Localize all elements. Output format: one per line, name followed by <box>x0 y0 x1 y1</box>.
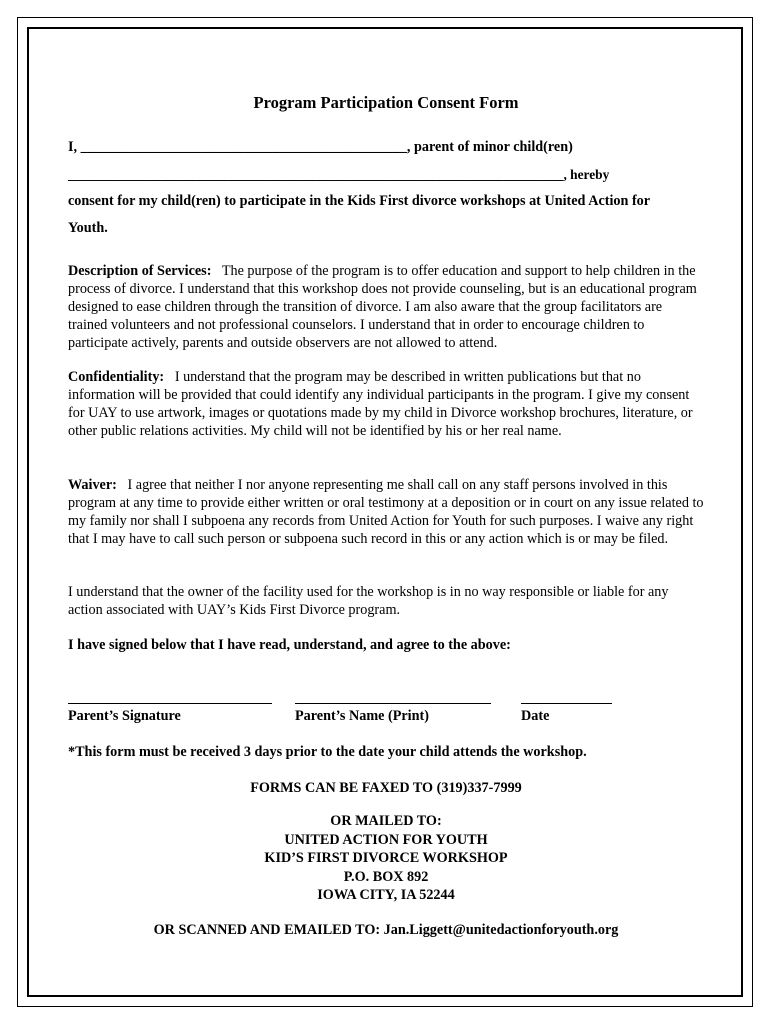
waiver-section <box>68 476 704 548</box>
mail-heading: OR MAILED TO: <box>330 813 442 829</box>
signature-label: Parent’s Signature <box>68 708 181 724</box>
printed-name-line[interactable] <box>295 702 491 704</box>
address-line-3: P.O. BOX 892 <box>343 868 429 885</box>
date-label: Date <box>521 708 550 724</box>
intro-line-youth: Youth. <box>68 220 108 236</box>
deadline-note: *This form must be received 3 days prior to the date your child attends the workshop. <box>68 744 587 760</box>
mailing-address <box>68 812 704 905</box>
consent-intro <box>68 134 704 242</box>
waiver-text: I agree that neither I nor anyone representing me shall call on any staff persons involved in this program at any time to provide either written or oral testimony at a deposition or in court on any issue related to my family nor shall I subpoena any records from United Action for Youth for such purposes. I waive any right that I may have to call such person or subpoena such record in this or any action which is or may be filed. <box>68 477 704 547</box>
fax-line: FORMS CAN BE FAXED TO (319)337-7999 <box>250 780 522 796</box>
intro-line-consent: consent for my child(ren) to participate in the Kids First divorce workshops at United Action for <box>68 193 651 209</box>
address-line-4: IOWA CITY, IA 52244 <box>317 887 455 903</box>
printed-name-label: Parent’s Name (Print) <box>295 708 429 724</box>
signature-line[interactable] <box>68 702 272 704</box>
address-line-2: KID’S FIRST DIVORCE WORKSHOP <box>264 850 508 866</box>
address-line-1: UNITED ACTION FOR YOUTH <box>284 831 488 848</box>
confidentiality-text: I understand that the program may be described in written publications but that no information will be provided that could identify any individual participants in the program. I give my consent for UAY to use artwork, images or quotations made by my child in Divorce workshop brochures, literature, or other public relations activities. My child will not be identified by his or her real name. <box>68 369 693 439</box>
agreement-statement: I have signed below that I have read, understand, and agree to the above: <box>68 637 511 653</box>
waiver-heading: Waiver: <box>68 477 117 493</box>
date-line[interactable] <box>521 702 612 704</box>
intro-line-parent: I, ______________________________________________, parent of minor child(ren) <box>68 139 573 155</box>
liability-text: I understand that the owner of the facility used for the workshop is in no way responsible or liable for any action associated with UAY’s Kids First Divorce program. <box>68 584 669 618</box>
description-heading: Description of Services: <box>68 263 212 279</box>
confidentiality-section <box>68 368 704 440</box>
intro-line-children: __________________________________________________________________________, hereby <box>68 167 610 182</box>
form-title: Program Participation Consent Form <box>253 93 519 112</box>
confidentiality-heading: Confidentiality: <box>68 369 165 385</box>
email-line: OR SCANNED AND EMAILED TO: Jan.Liggett@unitedactionforyouth.org <box>153 922 619 938</box>
description-section <box>68 262 704 352</box>
description-text: The purpose of the program is to offer education and support to help children in the process of divorce. I understand that this workshop does not provide counseling, but is an educational program designed to ease children through the transition of divorce. I am also aware that the group facilitators are trained volunteers and not professional counselors. I understand that in order to encourage children to participate actively, parents and outside observers are not allowed to attend. <box>68 263 697 351</box>
